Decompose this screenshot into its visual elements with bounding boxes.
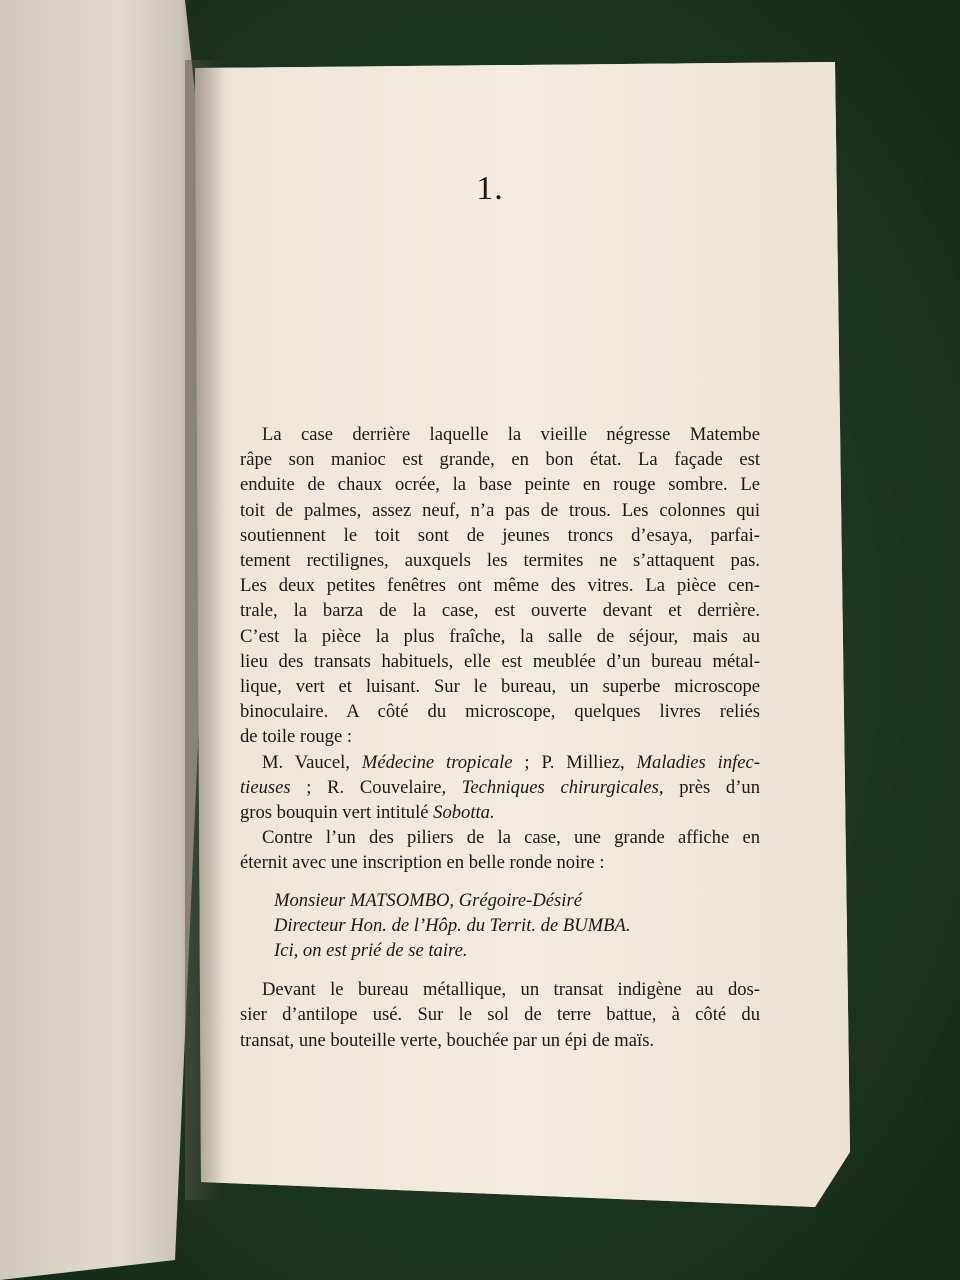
text-line: tement rectilignes, auxquels les termites ne s’attaquent pas.: [240, 550, 760, 572]
text-line: enduite de chaux ocrée, la base peinte en rouge sombre. Le: [240, 474, 760, 496]
book-gutter-shadow: [185, 60, 225, 1200]
text-line: [240, 750, 760, 775]
text-line: La case derrière laquelle la vieille négresse Matembe: [262, 424, 760, 445]
text-fragment: gros bouquin vert intitulé: [240, 802, 434, 824]
paragraph-2: [240, 825, 760, 875]
text-line: C’est la pièce la plus fraîche, la salle de séjour, mais au: [240, 625, 760, 647]
book-list: [240, 750, 760, 826]
book-author: ; P. Milliez,: [512, 751, 637, 773]
chapter-text: [240, 422, 760, 1053]
text-line: [240, 800, 760, 825]
book-title: Maladies infec-: [636, 751, 760, 773]
text-line: Les deux petites fenêtres ont même des vitres. La pièce cen-: [240, 575, 760, 597]
sign-line: Ici, on est prié de se taire.: [274, 940, 468, 962]
text-line: éternit avec une inscription en belle ronde noire :: [240, 852, 605, 874]
text-line: Devant le bureau métallique, un transat indigène au dos-: [262, 979, 760, 1001]
sign-inscription: [274, 888, 760, 964]
text-line: Contre l’un des piliers de la case, une grande affiche en: [262, 827, 760, 849]
chapter-number: 1.: [476, 170, 504, 207]
text-line: râpe son manioc est grande, en bon état. La façade est: [240, 449, 760, 471]
text-line: binoculaire. A côté du microscope, quelques livres reliés: [240, 701, 760, 723]
text-line: transat, une bouteille verte, bouchée par un épi de maïs.: [240, 1029, 655, 1051]
left-page-edge: [0, 0, 200, 1280]
book-title: Médecine tropicale: [361, 751, 513, 773]
text-line: soutiennent le toit sont de jeunes troncs d’esaya, parfai-: [240, 524, 760, 546]
book-author: M. Vaucel,: [262, 751, 362, 773]
sign-line: Directeur Hon. de l’Hôp. du Territ. de BUMBA.: [274, 914, 631, 936]
book-author: ; R. Couvelaire,: [290, 776, 462, 798]
text-line: lique, vert et luisant. Sur le bureau, un superbe microscope: [240, 676, 760, 698]
text-line: toit de palmes, assez neuf, n’a pas de trous. Les colonnes qui: [240, 499, 760, 521]
sign-line: Monsieur MATSOMBO, Grégoire-Désiré: [274, 889, 582, 911]
text-line: sier d’antilope usé. Sur le sol de terre battue, à côté du: [240, 1004, 760, 1026]
text-line: [240, 775, 760, 800]
paragraph-3: [240, 977, 760, 1053]
text-line: de toile rouge :: [240, 726, 353, 748]
paragraph-1: [240, 422, 760, 750]
text-line: lieu des transats habituels, elle est meublée d’un bureau métal-: [240, 650, 760, 672]
book-title: Sobotta.: [433, 802, 495, 824]
book-title: Techniques chirurgicales,: [461, 776, 664, 798]
text-fragment: près d’un: [663, 776, 760, 798]
book-title: tieuses: [240, 776, 291, 798]
text-line: trale, la barza de la case, est ouverte devant et derrière.: [240, 600, 760, 622]
